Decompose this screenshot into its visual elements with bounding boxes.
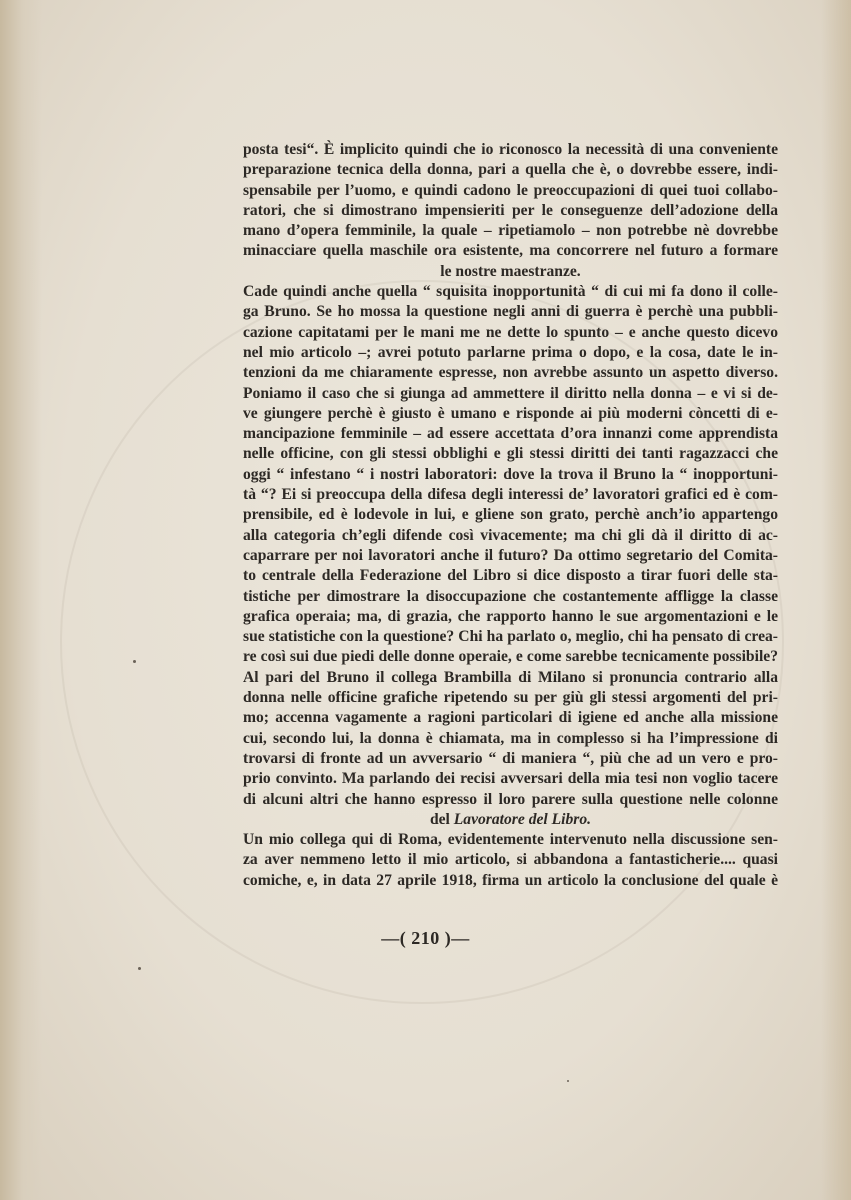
text-line bbox=[243, 526, 778, 546]
text-line-content: za aver nemmeno letto il mio articolo, si abbandona a fantasticherie.... quasi bbox=[243, 851, 778, 869]
text-line bbox=[243, 688, 778, 708]
text-line-content: ga Bruno. Se ho mossa la questione negli anni di guerra è perchè una pubbli- bbox=[243, 303, 778, 321]
text-line-content: di alcuni altri che hanno espresso il loro parere sulla questione nelle colonne bbox=[243, 790, 778, 808]
text-line-content: del bbox=[429, 810, 454, 828]
text-line-content: donna nelle officine grafiche ripetendo su per giù gli stessi argomenti del pri- bbox=[243, 689, 778, 707]
paper-edge-left bbox=[0, 0, 42, 1200]
text-line bbox=[243, 546, 778, 566]
text-line-content: Un mio collega qui di Roma, evidentemente intervenuto nella discussione sen- bbox=[243, 831, 778, 849]
text-line-content: Poniamo il caso che si giunga ad ammettere il diritto nella donna – e vi si de- bbox=[243, 384, 778, 402]
text-line-content: tà “? Ei si preoccupa della difesa degli interessi de’ lavoratori grafici ed è com- bbox=[243, 486, 778, 504]
text-line bbox=[243, 465, 778, 485]
body-text bbox=[243, 140, 778, 891]
text-line-content: mancipazione femminile – ad essere accettata d’ora innanzi come apprendista bbox=[243, 425, 778, 443]
text-line-content: ve giungere perchè è giusto è umano e risponde ai più moderni còncetti di e- bbox=[243, 404, 778, 422]
text-line-content: cazione capitatami per le mani me ne dette lo spunto – e anche questo dicevo bbox=[243, 323, 778, 341]
text-line bbox=[243, 485, 778, 505]
text-line bbox=[243, 221, 778, 241]
text-line bbox=[243, 729, 778, 749]
paper-speck bbox=[138, 967, 141, 970]
text-line bbox=[243, 566, 778, 586]
text-line-content: oggi “ infestano “ i nostri laboratori: dove la trova il Bruno la “ inopportuni- bbox=[243, 465, 778, 483]
paper-speck bbox=[133, 660, 136, 663]
text-line bbox=[243, 769, 778, 789]
text-line bbox=[243, 323, 778, 343]
text-line bbox=[243, 343, 778, 363]
text-line bbox=[243, 384, 778, 404]
text-line-content: comiche, e, in data 27 aprile 1918, firma un articolo la conclusione del quale è bbox=[243, 871, 778, 889]
text-line bbox=[243, 201, 778, 221]
text-line bbox=[243, 830, 778, 850]
text-line-content: preparazione tecnica della donna, pari a quella che è, o dovrebbe essere, indi- bbox=[243, 161, 778, 179]
text-line-content: prio convinto. Ma parlando dei recisi avversari della mia tesi non voglio tacere bbox=[243, 770, 778, 788]
text-line bbox=[243, 140, 778, 160]
text-line-content: nelle officine, con gli stessi obblighi e gli stessi diritti dei tanti ragazzacci che bbox=[243, 445, 778, 463]
text-line bbox=[243, 871, 778, 891]
text-line bbox=[243, 810, 778, 830]
text-line bbox=[243, 587, 778, 607]
text-line-content: mo; accenna vagamente a ragioni particolari di igiene ed anche alla missione bbox=[243, 709, 778, 727]
paper-speck bbox=[567, 1080, 569, 1082]
text-line-content: le nostre maestranze. bbox=[440, 262, 581, 280]
text-line-content: nel mio articolo –; avrei potuto parlarne prima o dopo, e la cosa, date le in- bbox=[243, 343, 778, 361]
text-line bbox=[243, 668, 778, 688]
text-line bbox=[243, 850, 778, 870]
text-line bbox=[243, 607, 778, 627]
paper-edge-right bbox=[821, 0, 851, 1200]
text-line-content: ratori, che si dimostrano impensieriti per le conseguenze dell’adozione della bbox=[243, 201, 778, 219]
text-line-content: prensibile, ed è lodevole in lui, e gliene son grato, perchè anch’io appartengo bbox=[243, 506, 778, 524]
text-line-content: re così sui due piedi delle donne operaie, e come sarebbe tecnicamente possibile? bbox=[243, 648, 778, 666]
text-line-content: caparrare per noi lavoratori anche il futuro? Da ottimo segretario del Comita- bbox=[243, 546, 778, 564]
text-line-content: Al pari del Bruno il collega Brambilla di Milano si pronuncia contrario alla bbox=[243, 668, 778, 686]
text-line bbox=[243, 282, 778, 302]
text-line bbox=[243, 302, 778, 322]
italic-title: Lavoratore del Libro. bbox=[453, 810, 592, 828]
text-line bbox=[243, 363, 778, 383]
text-line bbox=[243, 444, 778, 464]
text-line-content: trovarsi di fronte ad un avversario “ di maniera “, più che ad un vero e pro- bbox=[243, 749, 778, 767]
text-line bbox=[243, 404, 778, 424]
page-number: —( 210 )— bbox=[381, 928, 470, 948]
text-line-content: tenzioni da me chiaramente espresse, non avrebbe assunto un aspetto diverso. bbox=[243, 364, 778, 382]
text-line-content: minacciare quella maschile ora esistente, ma concorrere nel futuro a formare bbox=[243, 242, 778, 260]
text-line bbox=[243, 647, 778, 667]
text-line bbox=[243, 749, 778, 769]
text-line bbox=[243, 262, 778, 282]
text-line-content: mano d’opera femminile, la quale – ripetiamolo – non potrebbe nè dovrebbe bbox=[243, 222, 778, 240]
text-line-content: sue statistiche con la questione? Chi ha parlato o, meglio, chi ha pensato di crea- bbox=[243, 628, 778, 646]
text-line-content: alla categoria ch’egli difende così vivacemente; ma chi gli dà il diritto di ac- bbox=[243, 526, 778, 544]
text-line bbox=[243, 790, 778, 810]
text-line-content: spensabile per l’uomo, e quindi cadono le preoccupazioni di quei tuoi collabo- bbox=[243, 181, 778, 199]
text-line bbox=[243, 708, 778, 728]
text-line bbox=[243, 241, 778, 261]
text-line-content: posta tesi“. È implicito quindi che io riconosco la necessità di una conveniente bbox=[243, 141, 778, 158]
text-line bbox=[243, 505, 778, 525]
text-line-content: grafica operaia; ma, di grazia, che rapporto hanno le sue argomentazioni e le bbox=[243, 607, 778, 625]
text-line-content: tistiche per dimostrare la disoccupazione che costantemente affligge la classe bbox=[243, 587, 778, 605]
text-line-content: Cade quindi anche quella “ squisita inopportunità “ di cui mi fa dono il colle- bbox=[243, 283, 778, 301]
text-line bbox=[243, 627, 778, 647]
text-line bbox=[243, 424, 778, 444]
text-line bbox=[243, 181, 778, 201]
text-line bbox=[243, 160, 778, 180]
text-line-content: cui, secondo lui, la donna è chiamata, ma in complesso si ha l’impressione di bbox=[243, 729, 778, 747]
text-line-content: to centrale della Federazione del Libro si dice disposto a tirar fuori delle sta- bbox=[243, 567, 778, 585]
